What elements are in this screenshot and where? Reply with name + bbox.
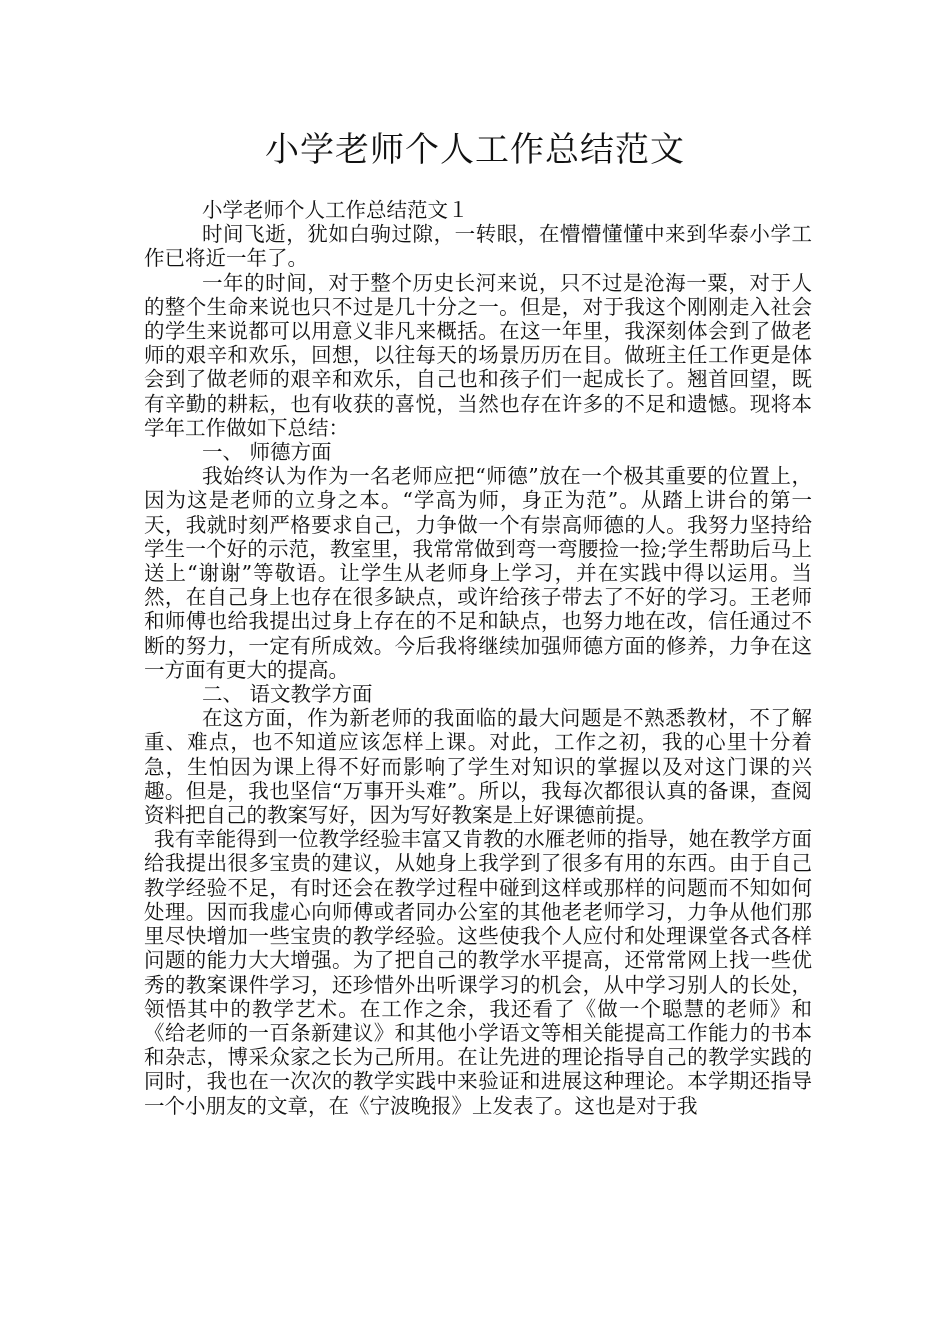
paragraph: 在这方面，作为新老师的我面临的最大问题是不熟悉教材，不了解重、难点，也不知道应该怎样上课。对此，工作之初，我的心里十分着急，生怕因为课上得不好而影响了学生对知识的掌握以及对这门课的兴趣。但是，我也坚信“万事开头难”。所以，我每次都很认真的备课，查阅资料把自己的教案写好，因为写好教案是上好课德前提。 <box>144 706 812 828</box>
paragraph: 一年的时间，对于整个历史长河来说，只不过是沧海一粟，对于人的整个生命来说也只不过是几十分之一。但是，对于我这个刚刚走入社会的学生来说都可以用意义非凡来概括。在这一年里，我深刻体会到了做老师的艰辛和欢乐，回想，以往每天的场景历历在目。做班主任工作更是体会到了做老师的艰辛和欢乐，自己也和孩子们一起成长了。翘首回望，既有辛勤的耕耘，也有收获的喜悦，当然也存在许多的不足和遗憾。现将本学年工作做如下总结： <box>144 270 812 440</box>
paragraph: 时间飞逝，犹如白驹过隙，一转眼，在懵懵懂懂中来到华泰小学工作已将近一年了。 <box>144 222 812 271</box>
document-title: 小学老师个人工作总结范文 <box>265 130 685 170</box>
document-body <box>144 198 812 1118</box>
paragraph: 我始终认为作为一名老师应把“师德”放在一个极其重要的位置上，因为这是老师的立身之本。“学高为师，身正为范”。从踏上讲台的第一天，我就时刻严格要求自己，力争做一个有崇高师德的人。我努力坚持给学生一个好的示范，教室里，我常常做到弯一弯腰捡一捡;学生帮助后马上送上“谢谢”等敬语。让学生从老师身上学习，并在实践中得以运用。当然，在自己身上也存在很多缺点，或许给孩子带去了不好的学习。王老师和师傅也给我提出过身上存在的不足和缺点，也努力地在改，信任通过不断的努力，一定有所成效。今后我将继续加强师德方面的修养，力争在这一方面有更大的提高。 <box>144 464 812 682</box>
paragraph: 我有幸能得到一位教学经验丰富又肯教的水雁老师的指导，她在教学方面给我提出很多宝贵的建议，从她身上我学到了很多有用的东西。由于自己教学经验不足，有时还会在教学过程中碰到这样或那样的问题而不知如何处理。因而我虚心向师傅或者同办公室的其他老老师学习，力争从他们那里尽快增加一些宝贵的教学经验。这些使我个人应付和处理课堂各式各样问题的能力大大增强。为了把自己的教学水平提高，还常常网上找一些优秀的教案课件学习，还珍惜外出听课学习的机会，从中学习别人的长处，领悟其中的教学艺术。在工作之余，我还看了《做一个聪慧的老师》和《给老师的一百条新建议》和其他小学语文等相关能提高工作能力的书本和杂志，博采众家之长为己所用。在让先进的理论指导自己的教学实践的同时，我也在一次次的教学实践中来验证和进展这种理论。本学期还指导一个小朋友的文章，在《宁波晚报》上发表了。这也是对于我 <box>144 827 812 1118</box>
section-heading: 一、 师德方面 <box>202 440 332 465</box>
section-heading: 二、 语文教学方面 <box>202 682 373 707</box>
paragraph: 小学老师个人工作总结范文１ <box>202 198 469 222</box>
